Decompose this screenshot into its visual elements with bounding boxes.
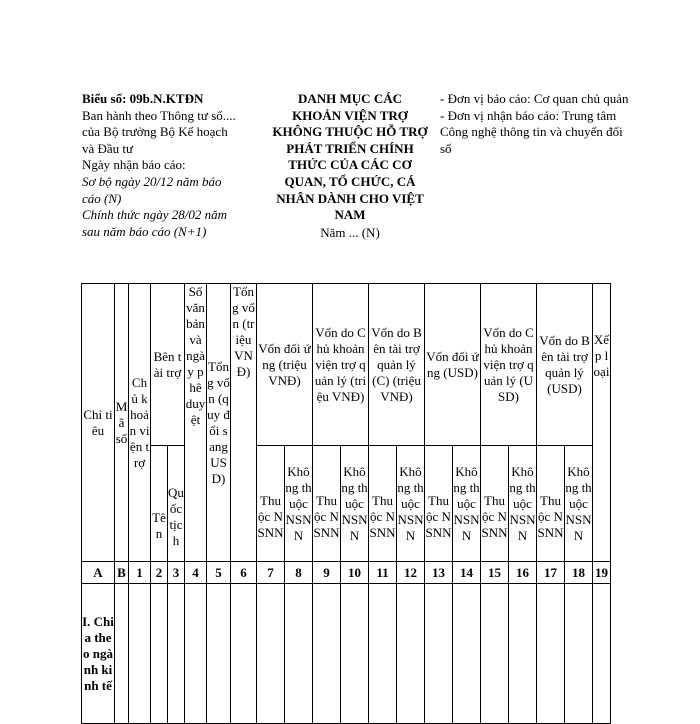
empty-cell — [168, 584, 185, 724]
col-group-7-8: Vốn đối ứng (triệu VNĐ) — [257, 284, 313, 446]
title-line: DANH MỤC CÁC — [298, 91, 402, 106]
official-date: sau năm báo cáo (N+1) — [82, 223, 207, 239]
col-so-van-ban: Số văn bản và ngày phê duyệt — [185, 284, 207, 562]
title-line: NHÂN DÀNH CHO VIỆT — [276, 190, 424, 206]
col-group-17-18: Vốn do Bên tài trợ quản lý (USD) — [537, 284, 593, 446]
header-right — [440, 91, 630, 157]
col-thuoc-nsnn: Thuộc NSNN — [257, 446, 285, 562]
title-line: KHÔNG THUỘC HỖ TRỢ — [272, 124, 428, 140]
col-khong-thuoc-nsnn: Không thuộc NSNN — [509, 446, 537, 562]
empty-cell — [369, 584, 397, 724]
col-thuoc-nsnn: Thuộc NSNN — [537, 446, 565, 562]
col-ben-tai-tro: Bên tài trợ — [151, 284, 185, 446]
empty-cell — [185, 584, 207, 724]
preliminary-date: cáo (N) — [82, 190, 122, 206]
title-line: QUAN, TỔ CHỨC, CÁ — [284, 173, 416, 189]
receive-date-label: Ngày nhận báo cáo: — [82, 157, 186, 173]
index-cell: 2 — [151, 562, 168, 584]
col-tong-von-usd: Tổng vốn (quy đổi sang USD) — [207, 284, 231, 562]
report-year: Năm ... (N) — [320, 224, 380, 240]
col-ten: Tên — [151, 446, 168, 562]
index-cell: 16 — [509, 562, 537, 584]
empty-cell — [129, 584, 151, 724]
preliminary-date: Sơ bộ ngày 20/12 năm báo — [82, 173, 222, 189]
col-khong-thuoc-nsnn: Không thuộc NSNN — [453, 446, 481, 562]
table-row — [82, 584, 611, 724]
col-khong-thuoc-nsnn: Không thuộc NSNN — [565, 446, 593, 562]
form-code: Biểu số: 09b.N.KTĐN — [82, 91, 204, 106]
empty-cell — [151, 584, 168, 724]
empty-cell — [285, 584, 313, 724]
empty-cell — [481, 584, 509, 724]
col-thuoc-nsnn: Thuộc NSNN — [369, 446, 397, 562]
index-cell: 8 — [285, 562, 313, 584]
empty-cell — [593, 584, 611, 724]
receiving-unit: - Đơn vị nhận báo cáo: Trung tâm Công nghệ thông tin và chuyển đổi số — [440, 107, 623, 156]
col-thuoc-nsnn: Thuộc NSNN — [313, 446, 341, 562]
empty-cell — [231, 584, 257, 724]
col-tong-von-vnd: Tổng vốn (triệu VNĐ) — [231, 284, 257, 562]
report-table — [81, 283, 611, 724]
empty-cell — [537, 584, 565, 724]
empty-cell — [207, 584, 231, 724]
index-cell: 10 — [341, 562, 369, 584]
empty-cell — [257, 584, 285, 724]
issued-line: và Đầu tư — [82, 140, 134, 156]
index-cell: 3 — [168, 562, 185, 584]
index-cell: 12 — [397, 562, 425, 584]
col-khong-thuoc-nsnn: Không thuộc NSNN — [285, 446, 313, 562]
index-cell: 6 — [231, 562, 257, 584]
col-thuoc-nsnn: Thuộc NSNN — [481, 446, 509, 562]
index-cell: 11 — [369, 562, 397, 584]
empty-cell — [453, 584, 481, 724]
index-cell: 18 — [565, 562, 593, 584]
index-cell: B — [115, 562, 129, 584]
col-thuoc-nsnn: Thuộc NSNN — [425, 446, 453, 562]
col-khong-thuoc-nsnn: Không thuộc NSNN — [397, 446, 425, 562]
index-cell: 7 — [257, 562, 285, 584]
col-chi-tieu: Chỉ tiêu — [82, 284, 115, 562]
title-line: NAM — [334, 207, 366, 223]
index-cell: 14 — [453, 562, 481, 584]
empty-cell — [425, 584, 453, 724]
index-cell: 15 — [481, 562, 509, 584]
col-quoc-tich: Quốc tịch — [168, 446, 185, 562]
empty-cell — [397, 584, 425, 724]
empty-cell — [313, 584, 341, 724]
empty-cell — [115, 584, 129, 724]
index-cell: 13 — [425, 562, 453, 584]
col-group-15-16: Vốn do Chủ khoản viện trợ quản lý (USD) — [481, 284, 537, 446]
col-chu-khoan: Chủ khoản viện trợ — [129, 284, 151, 562]
index-cell: 5 — [207, 562, 231, 584]
col-khong-thuoc-nsnn: Không thuộc NSNN — [341, 446, 369, 562]
reporting-unit: - Đơn vị báo cáo: Cơ quan chủ quản — [440, 91, 629, 106]
index-cell: 4 — [185, 562, 207, 584]
index-cell: A — [82, 562, 115, 584]
index-row — [82, 562, 611, 584]
issued-line: Ban hành theo Thông tư số.... — [82, 107, 236, 123]
title-line: PHÁT TRIỂN CHÍNH — [286, 140, 414, 156]
index-cell: 9 — [313, 562, 341, 584]
index-cell: 1 — [129, 562, 151, 584]
header-left — [82, 91, 260, 240]
index-cell: 17 — [537, 562, 565, 584]
col-group-13-14: Vốn đối ứng (USD) — [425, 284, 481, 446]
empty-cell — [565, 584, 593, 724]
empty-cell — [341, 584, 369, 724]
issued-line: của Bộ trưởng Bộ Kế hoạch — [82, 124, 228, 140]
document-title — [258, 91, 442, 241]
index-cell: 19 — [593, 562, 611, 584]
title-line: THỨC CỦA CÁC CƠ — [288, 157, 412, 173]
title-line: KHOẢN VIỆN TRỢ — [292, 107, 408, 123]
official-date: Chính thức ngày 28/02 năm — [82, 207, 228, 223]
col-xep-loai: Xếp loại — [593, 284, 611, 562]
col-ma-so: Mã số — [115, 284, 129, 562]
col-group-11-12: Vốn do Bên tài trợ quản lý (C) (triệu VNĐ) — [369, 284, 425, 446]
empty-cell — [509, 584, 537, 724]
section-economic-sector: I. Chia theo ngành kinh tế — [82, 584, 115, 724]
col-group-9-10: Vốn do Chủ khoản viện trợ quản lý (triệu VNĐ) — [313, 284, 369, 446]
